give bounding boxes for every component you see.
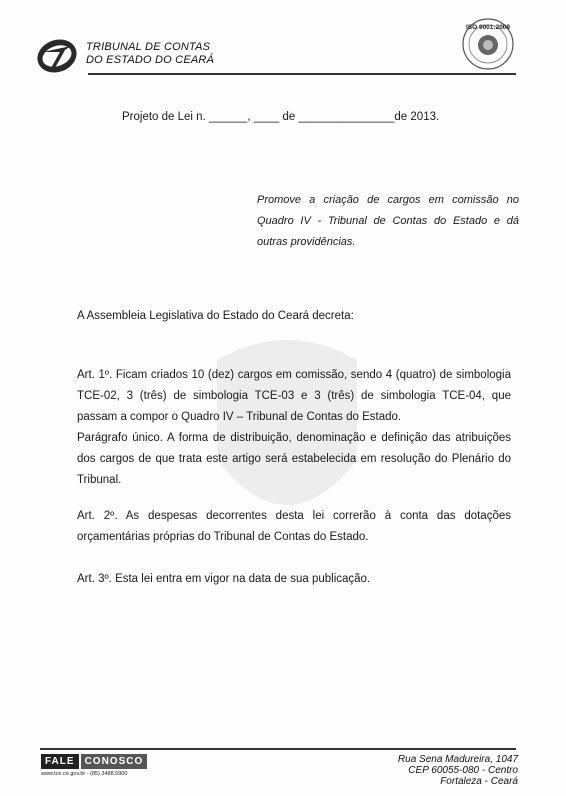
iso-certification-badge [461,17,515,71]
bill-summary: Promove a criação de cargos em comissão no Quadro IV - Tribunal de Contas do Estado e dá outras providências. [257,194,519,248]
institution-line2: DO ESTADO DO CEARÁ [86,54,215,66]
iso-badge-text: ISO 9001:2008 [465,24,511,31]
address-line1: Rua Sena Madureira, 1047 [397,754,518,765]
article-3-text: Art. 3º. Esta lei entra em vigor na data de sua publicação. [77,573,371,585]
sole-paragraph [77,428,511,491]
article-2 [77,506,511,548]
fale-label: FALE [41,754,79,769]
address-line2: CEP 60055-080 - Centro [408,765,518,776]
footer-address [398,754,518,787]
address-line3: Fortaleza - Ceará [440,776,518,787]
bill-number-line: Projeto de Lei n. ______, ____ de _______________de 2013. [122,111,440,123]
tce-logo-icon [35,36,79,76]
article-1-text: Art. 1º. Ficam criados 10 (dez) cargos em comissão, sendo 4 (quatro) de simbologia TCE-02, 3 (três) de simbologia TCE-03 e 3 (três) de simbologia TCE-04, que passam a compor o Quadro IV – Tribunal de Contas do Estado. [77,369,511,423]
contact-info: www.tce.ce.gov.br - (85) 3488.5900 [41,771,128,777]
article-3 [77,569,511,590]
institution-line1: TRIBUNAL DE CONTAS [86,41,211,53]
footer-divider [40,748,516,750]
enactment-clause: A Assembleia Legislativa do Estado do Ceará decreta: [77,310,354,322]
header-divider [88,73,516,75]
article-2-text: Art. 2º. As despesas decorrentes desta lei correrão à conta das dotações orçamentárias próprias do Tribunal de Contas do Estado. [77,510,511,543]
sole-paragraph-text: Parágrafo único. A forma de distribuição, denominação e definição das atribuições dos cargos de que trata este artigo será estabelecida em resolução do Plenário do Tribunal. [77,432,511,486]
conosco-label: CONOSCO [81,754,148,769]
institution-name [86,41,214,67]
article-1 [77,365,511,428]
fale-conosco-banner [41,754,159,784]
